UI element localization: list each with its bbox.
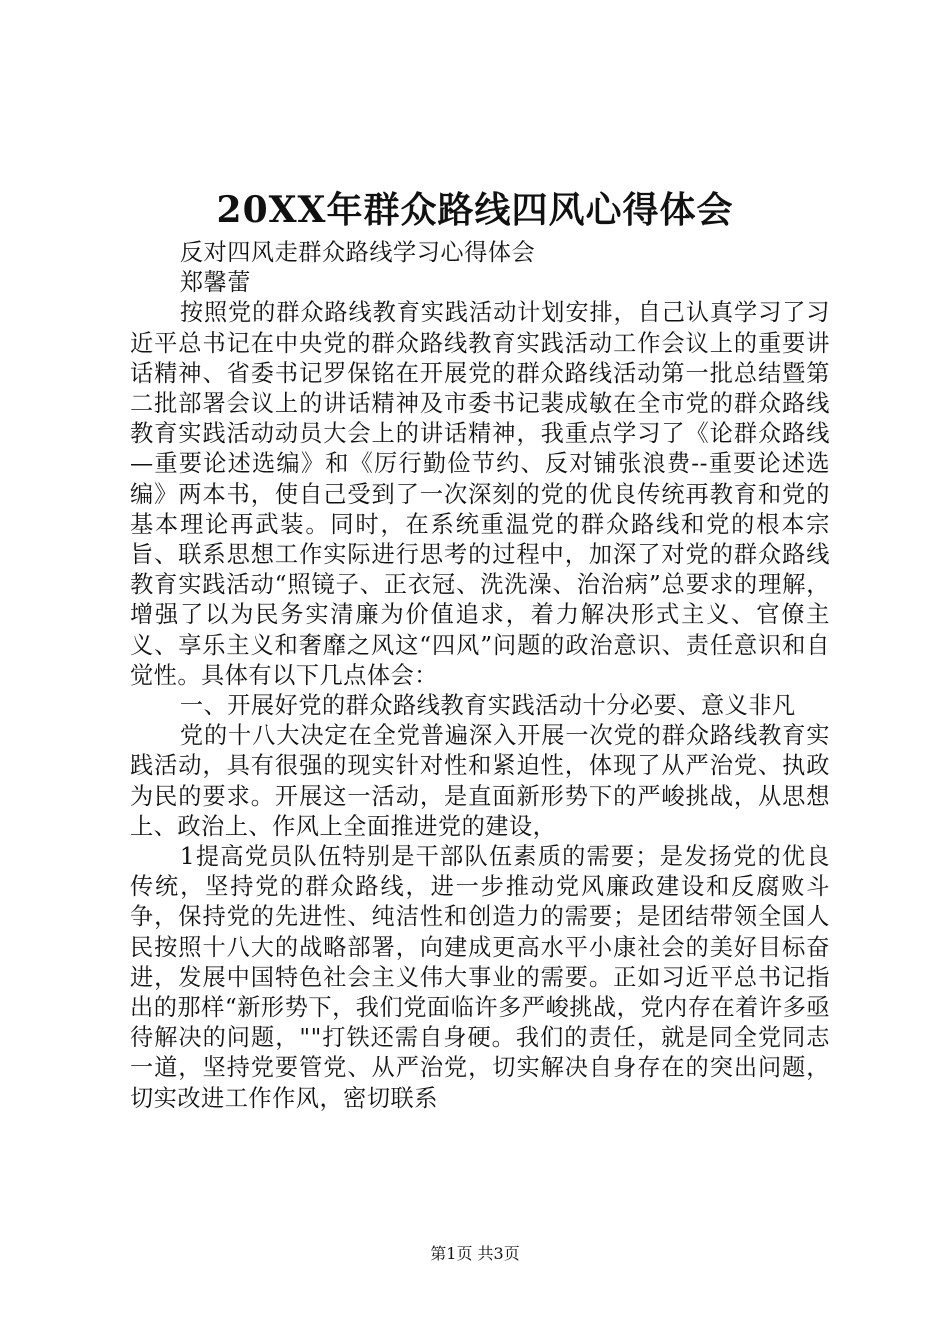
document-body [130,238,830,1114]
paragraph-2: 党的十八大决定在全党普遍深入开展一次党的群众路线教育实践活动，具有很强的现实针对性和紧迫性，体现了从严治党、执政为民的要求。开展这一活动，是直面新形势下的严峻挑战，从思想上、政治上、作风上全面推进党的建设， [130,722,830,840]
page-number: 第1页 共3页 [430,1244,520,1263]
author-name: 郑馨蕾 [179,269,251,297]
section-heading-1: 一、开展好党的群众路线教育实践活动十分必要、意义非凡 [179,692,796,720]
page-title: 20XX年群众路线四风心得体会 [216,189,734,231]
subtitle: 反对四风走群众路线学习心得体会 [179,239,536,266]
paragraph-intro: 按照党的群众路线教育实践活动计划安排，自己认真学习了习近平总书记在中央党的群众路线教育实践活动工作会议上的重要讲话精神、省委书记罗保铭在开展党的群众路线活动第一批总结暨第二批部署会议上的讲话精神及市委书记裴成敏在全市党的群众路线教育实践活动动员大会上的讲话精神，我重点学习了《论群众路线—重要论述选编》和《厉行勤俭节约、反对铺张浪费--重要论述选编》两本书，使自己受到了一次深刻的党的优良传统再教育和党的基本理论再武装。同时，在系统重温党的群众路线和党的根本宗旨、联系思想工作实际进行思考的过程中，加深了对党的群众路线教育实践活动“照镜子、正衣冠、洗洗澡、治治病”总要求的理解，增强了以为民务实清廉为价值追求，着力解决形式主义、官僚主义、享乐主义和奢靡之风这“四风”问题的政治意识、责任意识和自觉性。具体有以下几点体会： [130,299,830,689]
paragraph-3: 1提高党员队伍特别是干部队伍素质的需要；是发扬党的优良传统，坚持党的群众路线，进一步推动党风廉政建设和反腐败斗争，保持党的先进性、纯洁性和创造力的需要；是团结带领全国人民按照十八大的战略部署，向建成更高水平小康社会的美好目标奋进，发展中国特色社会主义伟大事业的需要。正如习近平总书记指出的那样“新形势下，我们党面临许多严峻挑战，党内存在着许多亟待解决的问题，""打铁还需自身硬。我们的责任，就是同全党同志一道，坚持党要管党、从严治党，切实解决自身存在的突出问题，切实改进工作作风，密切联系 [130,843,830,1112]
